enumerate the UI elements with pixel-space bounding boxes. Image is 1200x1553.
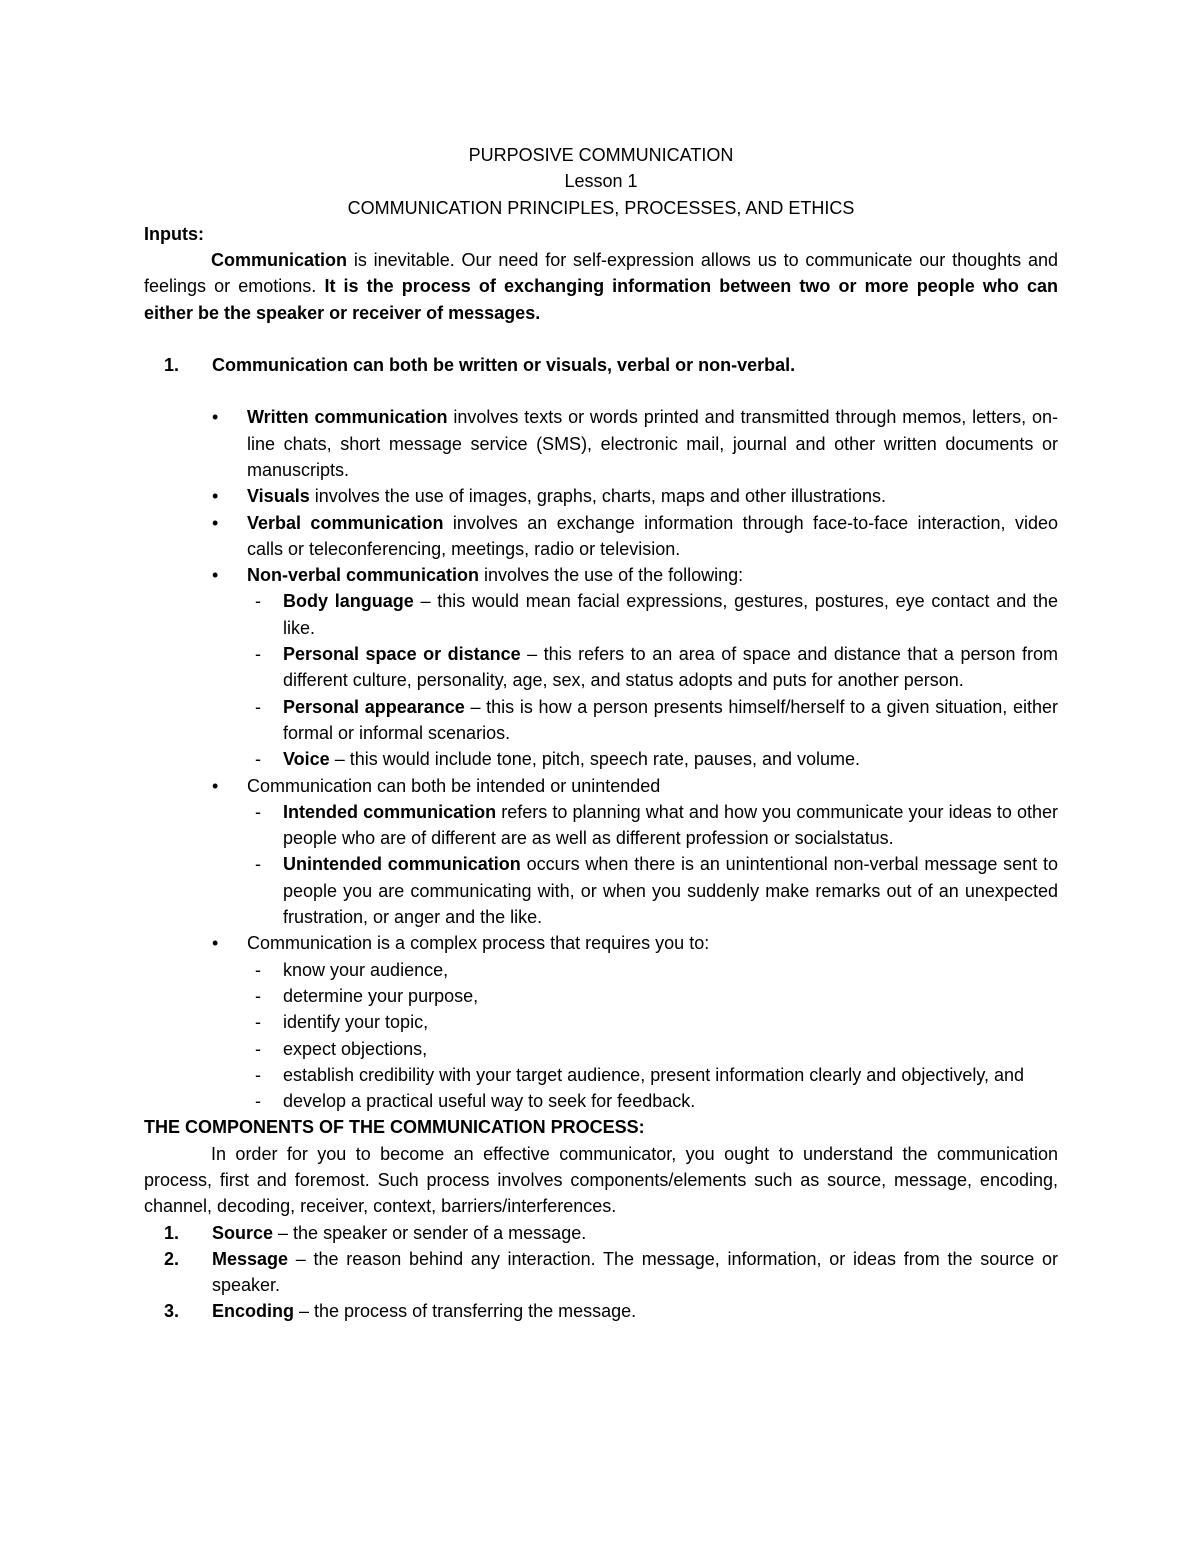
complex-step	[144, 957, 1058, 983]
item-term: Personal appearance	[283, 696, 465, 717]
bullet-text: Communication is a complex process that requires you to:	[247, 933, 710, 954]
point-1	[144, 352, 1058, 378]
item-text: – this is how a person presents himself/herself to a given situation, either formal or informal scenarios.	[283, 696, 1058, 743]
intro-definition: It is the process of exchanging information between two or more people who can either be the speaker or receiver of messages.	[144, 276, 1058, 323]
dash-icon: -	[255, 854, 261, 875]
dash-icon: -	[255, 644, 261, 665]
nonverbal-voice	[144, 746, 1058, 772]
complex-step	[144, 1088, 1058, 1114]
dash-icon: -	[255, 591, 261, 612]
bullet-icon: •	[212, 775, 219, 796]
bullet-icon: •	[212, 933, 219, 954]
intended-communication	[144, 799, 1058, 852]
bullet-term: Verbal communication	[247, 512, 444, 533]
lesson-number: Lesson 1	[564, 171, 638, 192]
item-text: determine your purpose,	[283, 985, 479, 1006]
dash-icon: -	[255, 801, 261, 822]
item-text: – this would mean facial expressions, gestures, postures, eye contact and the like.	[283, 591, 1058, 638]
document-title: PURPOSIVE COMMUNICATION	[468, 145, 734, 165]
component-number: 2.	[164, 1248, 180, 1269]
component-text: – the reason behind any interaction. The message, information, or ideas from the source or speaker.	[212, 1248, 1058, 1296]
bullet-term: Written communication	[247, 407, 448, 428]
component-item	[144, 1298, 1058, 1324]
bullet-icon: •	[212, 486, 219, 507]
nonverbal-personal-space	[144, 641, 1058, 694]
item-term: Personal space or distance	[283, 644, 521, 665]
inputs-label: Inputs:	[144, 223, 204, 244]
bullet-text: involves the use of the following:	[479, 565, 744, 586]
bullet-complex-process	[144, 930, 1058, 956]
item-text: develop a practical useful way to seek for feedback.	[283, 1091, 696, 1112]
bullet-intended-unintended	[144, 773, 1058, 799]
complex-step	[144, 1062, 1058, 1088]
item-text: identify your topic,	[283, 1012, 429, 1033]
item-term: Voice	[283, 749, 330, 770]
components-heading: THE COMPONENTS OF THE COMMUNICATION PROCESS:	[144, 1117, 645, 1138]
bullet-nonverbal	[144, 562, 1058, 588]
item-text: refers to planning what and how you communicate your ideas to other people who are of different are as well as different profession or socialstatus.	[283, 801, 1058, 849]
bullet-icon: •	[212, 512, 219, 533]
dash-icon: -	[255, 1064, 261, 1085]
document-page	[144, 142, 1058, 1325]
dash-icon: -	[255, 959, 261, 980]
item-text: know your audience,	[283, 959, 449, 980]
intro-term: Communication	[211, 250, 348, 271]
item-text: occurs when there is an unintentional non-verbal message sent to people you are communicating with, or when you suddenly make remarks out of an unexpected frustration, or anger and the like.	[283, 854, 1058, 928]
component-term: Source	[212, 1222, 274, 1243]
bullet-written	[144, 404, 1058, 483]
component-term: Encoding	[212, 1301, 294, 1322]
item-term: Intended communication	[283, 801, 497, 822]
bullet-text: involves an exchange information through face-to-face interaction, video calls or teleconferencing, meetings, radio or television.	[247, 512, 1058, 559]
dash-icon: -	[255, 1038, 261, 1059]
bullet-icon: •	[212, 565, 219, 586]
component-item	[144, 1220, 1058, 1246]
component-term: Message	[212, 1248, 289, 1269]
complex-step	[144, 1036, 1058, 1062]
component-text: – the process of transferring the message.	[294, 1301, 637, 1322]
nonverbal-personal-appearance	[144, 694, 1058, 747]
dash-icon: -	[255, 1012, 261, 1033]
component-item	[144, 1246, 1058, 1299]
component-text: – the speaker or sender of a message.	[273, 1222, 587, 1243]
nonverbal-body-language	[144, 588, 1058, 641]
dash-icon: -	[255, 696, 261, 717]
item-text: establish credibility with your target audience, present information clearly and objectively, and	[283, 1064, 1025, 1085]
bullet-text: Communication can both be intended or unintended	[247, 775, 661, 796]
item-term: Body language	[283, 591, 414, 612]
complex-step	[144, 983, 1058, 1009]
intro-paragraph	[144, 247, 1058, 326]
bullet-icon: •	[212, 407, 219, 428]
item-term: Unintended communication	[283, 854, 521, 875]
intro-text: is inevitable. Our need for self-expression allows us to communicate our thoughts and feelings or emotions.	[144, 250, 1058, 297]
item-text: expect objections,	[283, 1038, 428, 1059]
item-text: – this would include tone, pitch, speech rate, pauses, and volume.	[329, 749, 861, 770]
bullet-visuals	[144, 483, 1058, 509]
item-text: – this refers to an area of space and distance that a person from different culture, personality, age, sex, and status adopts and puts for another person.	[283, 644, 1058, 691]
unintended-communication	[144, 851, 1058, 930]
point-1-text: Communication can both be written or visuals, verbal or non-verbal.	[212, 355, 796, 376]
dash-icon: -	[255, 985, 261, 1006]
bullet-verbal	[144, 510, 1058, 563]
component-number: 1.	[164, 1222, 180, 1243]
bullet-text: involves the use of images, graphs, charts, maps and other illustrations.	[309, 486, 887, 507]
complex-step	[144, 1009, 1058, 1035]
dash-icon: -	[255, 749, 261, 770]
components-intro: In order for you to become an effective communicator, you ought to understand the communication process, first and foremost. Such process involves components/elements such as source, message, encoding, channel, decoding, receiver, context, barriers/interferences.	[144, 1143, 1058, 1217]
bullet-term: Non-verbal communication	[247, 565, 480, 586]
point-1-number: 1.	[164, 355, 180, 376]
dash-icon: -	[255, 1091, 261, 1112]
component-number: 3.	[164, 1301, 180, 1322]
bullet-text: involves texts or words printed and transmitted through memos, letters, on-line chats, short message service (SMS), electronic mail, journal and other written documents or manuscripts.	[247, 407, 1058, 480]
bullet-term: Visuals	[247, 486, 310, 507]
lesson-subtitle: COMMUNICATION PRINCIPLES, PROCESSES, AND ETHICS	[347, 197, 855, 218]
